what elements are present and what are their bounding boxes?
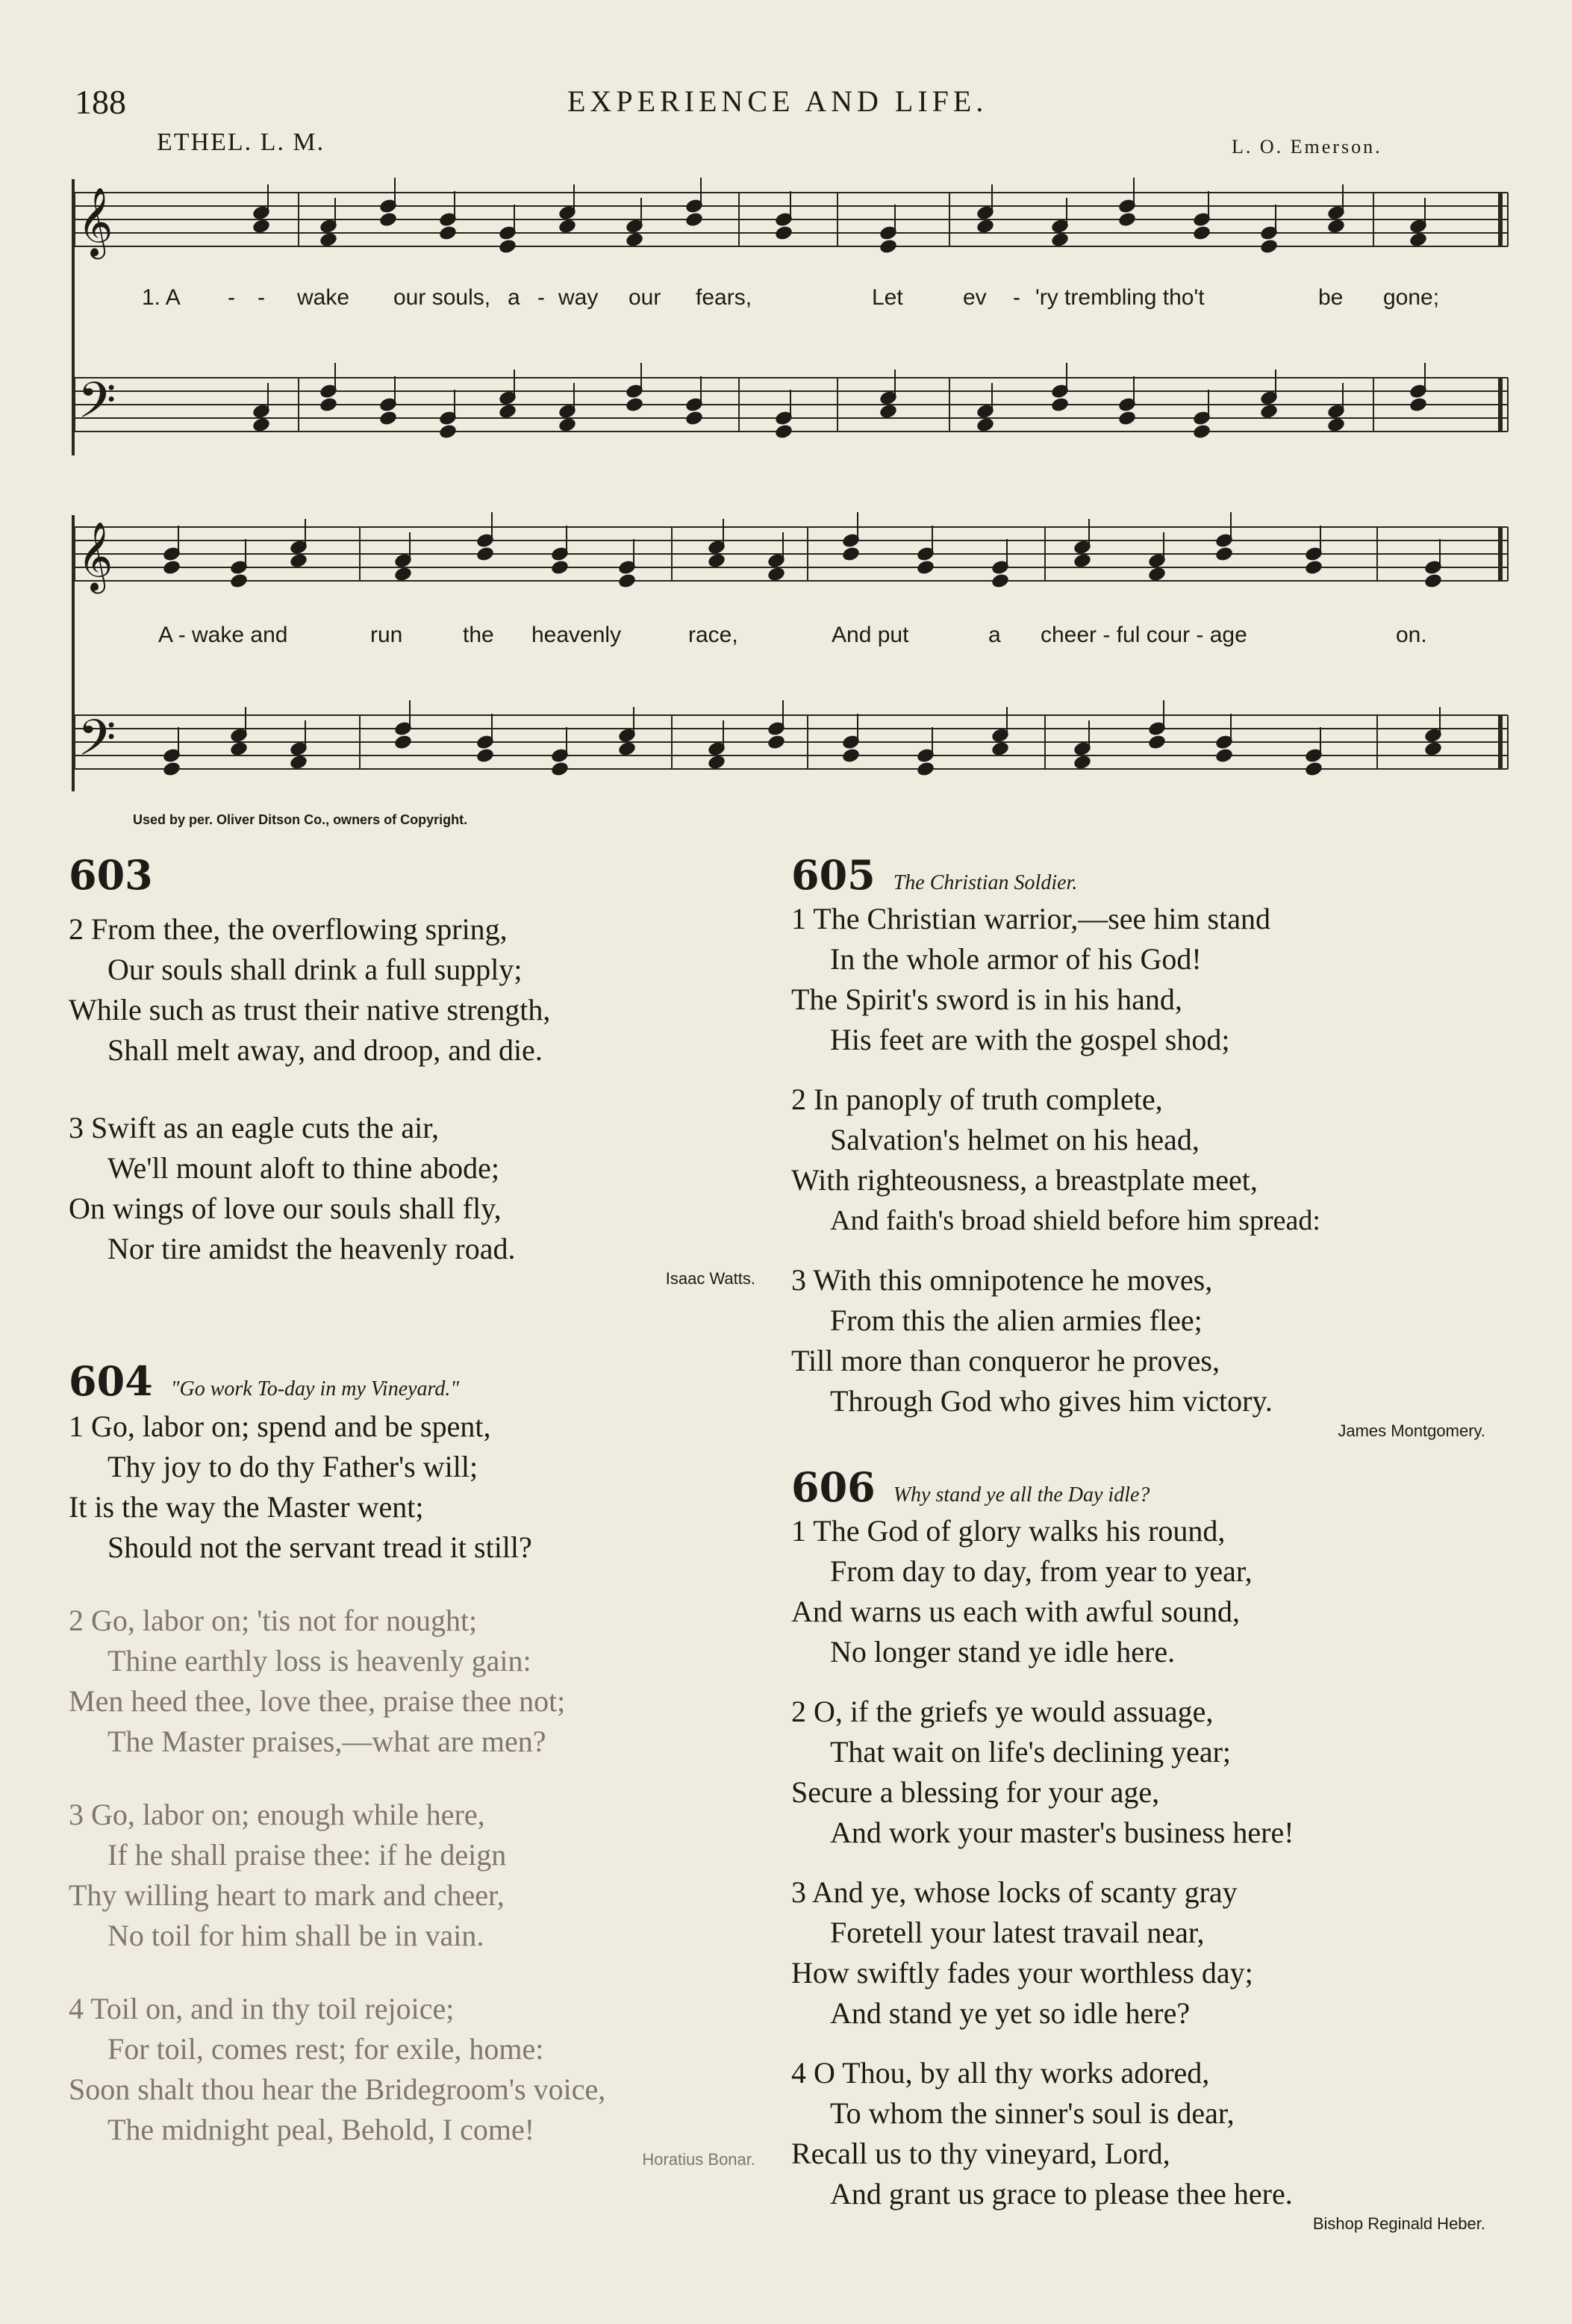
lyric-1: gone; (1383, 285, 1440, 310)
lyric-1: fears, (696, 285, 752, 310)
author: Horatius Bonar. (642, 2150, 755, 2169)
lyric-1: - (228, 285, 235, 310)
lyric-1: ev (963, 285, 987, 310)
verse-line: 3 And ye, whose locks of scanty gray (791, 1875, 1238, 1909)
lyric-1: 1. A (142, 285, 181, 310)
verse-line: Thine earthly loss is heavenly gain: (107, 1644, 531, 1677)
hymn-603 (69, 851, 763, 1289)
verse-line: Salvation's helmet on his head, (830, 1123, 1200, 1156)
verse-line: We'll mount aloft to thine abode; (107, 1151, 499, 1185)
copyright-note: Used by per. Oliver Ditson Co., owners of Copyright. (133, 812, 468, 827)
lyric-1: - (537, 285, 545, 310)
verse-line: 4 Toil on, and in thy toil rejoice; (69, 1992, 455, 2025)
verse (69, 1406, 785, 1568)
verse-line: Soon shalt thou hear the Bridegroom's voice, (69, 2072, 606, 2106)
lyric-2: heavenly (531, 623, 622, 647)
verse-line: It is the way the Master went; (69, 1490, 424, 1524)
lyric-1: - (1013, 285, 1020, 310)
lyric-2: on. (1396, 623, 1427, 647)
verse (791, 1080, 1523, 1241)
verse-line: If he shall praise thee: if he deign (107, 1838, 507, 1872)
verse-line: 3 Go, labor on; enough while here, (69, 1798, 485, 1831)
lyric-2: a (988, 623, 1001, 647)
lyric-1: - (258, 285, 265, 310)
verse-line: 2 From thee, the overflowing spring, (69, 912, 508, 946)
lyric-1: way (558, 285, 599, 310)
music-score (0, 0, 1572, 836)
verse-line: Men heed thee, love thee, praise thee not; (69, 1684, 566, 1718)
verse-line: 2 Go, labor on; 'tis not for nought; (69, 1604, 478, 1637)
hymn-number: 605 (791, 851, 876, 899)
hymn-number: 604 (69, 1357, 153, 1405)
verse-line: Through God who gives him victory. (830, 1384, 1273, 1418)
lyric-2: cheer - ful cour - age (1041, 623, 1247, 647)
verse (69, 1108, 763, 1269)
verse-line: For toil, comes rest; for exile, home: (107, 2032, 544, 2066)
verse-line: The Master praises,—what are men? (107, 1725, 546, 1758)
lyric-1: Let (872, 285, 903, 310)
verse-line: His feet are with the gospel shod; (830, 1023, 1230, 1056)
verse-line: How swiftly fades your worthless day; (791, 1956, 1253, 1990)
verse-line: No longer stand ye idle here. (830, 1635, 1176, 1669)
verse-line: The midnight peal, Behold, I come! (107, 2113, 535, 2146)
hymn-number: 606 (791, 1463, 876, 1511)
running-head: EXPERIENCE AND LIFE. (567, 84, 988, 118)
verse (791, 1511, 1523, 1672)
verse-line: No toil for him shall be in vain. (107, 1919, 484, 1952)
verse-line: Till more than conqueror he proves, (791, 1344, 1220, 1377)
verse-line: 1 The Christian warrior,—see him stand (791, 902, 1270, 935)
hymn-title: The Christian Soldier. (893, 871, 1078, 894)
lyric-1: a (508, 285, 520, 310)
verse-line: In the whole armor of his God! (830, 942, 1202, 976)
lyric-2: the (463, 623, 494, 647)
verse-line: While such as trust their native strength, (69, 993, 551, 1027)
verse-line: Secure a blessing for your age, (791, 1775, 1160, 1809)
lyric-1: be (1318, 285, 1344, 310)
verse (791, 1260, 1523, 1421)
verse-line: From this the alien armies flee; (830, 1303, 1203, 1337)
verse-line: 3 Swift as an eagle cuts the air, (69, 1111, 440, 1144)
verse (791, 2053, 1523, 2214)
verse-line: 1 The God of glory walks his round, (791, 1514, 1226, 1548)
verse-line: That wait on life's declining year; (830, 1735, 1232, 1769)
verse (69, 1795, 785, 1956)
svg-text:𝄢: 𝄢 (78, 709, 116, 779)
svg-text:𝄢: 𝄢 (78, 372, 116, 441)
verse (791, 1872, 1523, 2034)
verse-line: Thy joy to do thy Father's will; (107, 1450, 478, 1483)
verse (791, 899, 1523, 1060)
svg-text:𝄞: 𝄞 (78, 521, 113, 591)
svg-text:𝄞: 𝄞 (78, 187, 113, 256)
verse-line: From day to day, from year to year, (830, 1554, 1253, 1588)
hymn-605 (791, 851, 1523, 1441)
verse-line: 4 O Thou, by all thy works adored, (791, 2056, 1210, 2090)
lyric-1: our souls, (393, 285, 491, 310)
verse-line: 2 O, if the griefs ye would assuage, (791, 1695, 1214, 1728)
verse-line: Our souls shall drink a full supply; (107, 953, 523, 986)
lyric-1: our (629, 285, 661, 310)
verse (791, 1692, 1523, 1853)
verse-line: 3 With this omnipotence he moves, (791, 1263, 1213, 1297)
verse-line: The Spirit's sword is in his hand, (791, 982, 1182, 1016)
verse-line: Should not the servant tread it still? (107, 1530, 532, 1564)
verse-line: Shall melt away, and droop, and die. (107, 1033, 543, 1067)
verse-line: To whom the sinner's soul is dear, (830, 2096, 1235, 2130)
verse-line: Thy willing heart to mark and cheer, (69, 1878, 505, 1912)
page-number: 188 (75, 83, 126, 121)
tune-name: ETHEL. L. M. (157, 128, 325, 156)
lyric-2: A - wake and (158, 623, 288, 647)
verse-line: And grant us grace to please thee here. (830, 2177, 1293, 2211)
verse-line: With righteousness, a breastplate meet, (791, 1163, 1258, 1197)
verse-line: Recall us to thy vineyard, Lord, (791, 2137, 1170, 2170)
verse-line: And faith's broad shield before him spread: (830, 1205, 1320, 1236)
author: James Montgomery. (1338, 1421, 1485, 1440)
verse-line: 2 In panoply of truth complete, (791, 1082, 1163, 1116)
verse-line: And work your master's business here! (830, 1816, 1294, 1849)
verse-line: And stand ye yet so idle here? (830, 1996, 1191, 2030)
hymn-title: "Go work To-day in my Vineyard." (170, 1377, 460, 1401)
lyric-2: run (370, 623, 403, 647)
author: Bishop Reginald Heber. (1312, 2214, 1485, 2233)
hymn-604 (69, 1357, 785, 2169)
lyric-2: And put (832, 623, 909, 647)
verse-line: 1 Go, labor on; spend and be spent, (69, 1409, 491, 1443)
lyric-1: 'ry trembling tho't (1035, 285, 1205, 310)
verse-line: On wings of love our souls shall fly, (69, 1191, 502, 1225)
lyric-2: race, (688, 623, 738, 647)
verse-line: And warns us each with awful sound, (791, 1595, 1240, 1628)
lyric-1: wake (297, 285, 350, 310)
composer: L. O. Emerson. (1232, 136, 1382, 158)
verse-line: Nor tire amidst the heavenly road. (107, 1232, 516, 1265)
verse-line: Foretell your latest travail near, (830, 1916, 1205, 1949)
hymn-606 (791, 1463, 1523, 2234)
verse (69, 909, 763, 1071)
verse (69, 1989, 785, 2150)
hymn-number: 603 (69, 851, 153, 899)
hymn-title: Why stand ye all the Day idle? (893, 1483, 1150, 1507)
author: Isaac Watts. (665, 1269, 755, 1288)
verse (69, 1601, 785, 1762)
